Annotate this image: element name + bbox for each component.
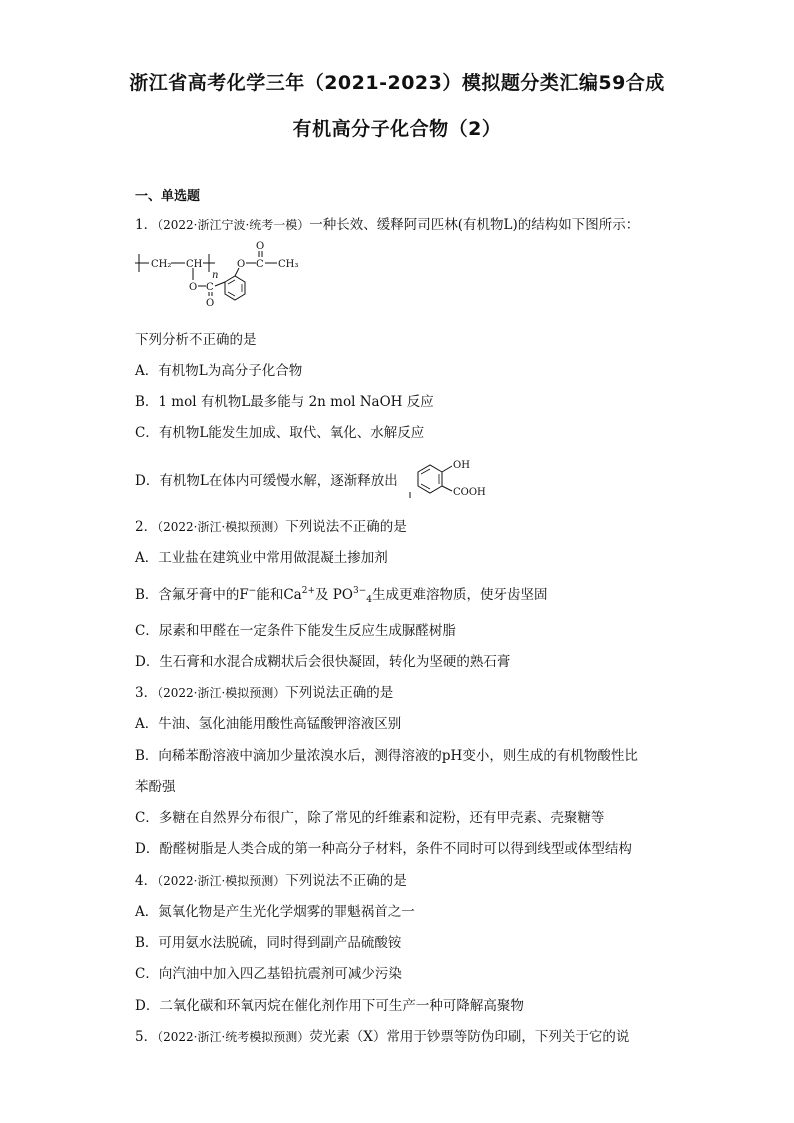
question-2-option-b: B．含氟牙膏中的F−能和$Ca^{2+}$及 $PO^{3-}_4$生成更难溶物质，使牙齿坚固 (135, 586, 548, 605)
question-2-option-c: C．尿素和甲醛在一定条件下能发生反应生成脲醛树脂 (135, 623, 456, 639)
question-3-option-a: A．牛油、氢化油能用酸性高锰酸钾溶液区别 (135, 716, 402, 732)
question-4-option-d: D．二氧化碳和环氧丙烷在催化剂作用下可生产一种可降解高聚物 (135, 998, 524, 1014)
bond-ring-cooh (442, 486, 452, 491)
ring-double-bond-3 (228, 292, 235, 296)
label-c-ester: C (206, 282, 214, 293)
question-2-option-d: D．生石膏和水混合成糊状后会很快凝固，转化为坚硬的熟石膏 (135, 654, 511, 670)
label-o-carbonyl: O (206, 298, 215, 308)
label-cooh: COOH (453, 487, 486, 498)
question-1-option-c: C．有机物L能发生加成、取代、氧化、水解反应 (135, 425, 425, 441)
question-3-option-d: D．酚醛树脂是人类合成的第一种高分子材料，条件不同时可以得到线型或体型结构 (135, 841, 632, 857)
bond-c-ring (215, 282, 225, 286)
label-oh: OH (453, 460, 470, 471)
ring-double-bond-1 (228, 280, 235, 284)
label-o-acetyl: O (237, 259, 246, 270)
question-5-stem: 5．（2022·浙江·统考模拟预测）荧光素（X）常用于钞票等防伪印刷，下列关于它的说 (135, 1029, 630, 1045)
question-2-stem: 2．（2022·浙江·模拟预测）下列说法不正确的是 (135, 519, 407, 535)
question-3-option-c: C．多糖在自然界分布很广，除了常见的纤维素和淀粉，还有甲壳素、壳聚糖等 (135, 810, 605, 826)
question-3-option-b-line2: 苯酚强 (135, 779, 176, 795)
question-4-stem: 4．（2022·浙江·模拟预测）下列说法不正确的是 (135, 873, 407, 889)
label-ch2: CH₂ (151, 259, 172, 270)
question-1-stem: 1．（2022·浙江宁波·统考一模）一种长效、缓释阿司匹林(有机物L)的结构如下图所示： (135, 217, 640, 233)
question-4-option-a: A．氮氧化物是产生光化学烟雾的罪魁祸首之一 (135, 904, 415, 920)
bond-ring-oh (442, 466, 452, 472)
question-3-option-b-line1: B．向稀苯酚溶液中滴加少量浓溴水后，测得溶液的pH变小，则生成的有机物酸性比 (135, 748, 638, 764)
label-ch3: CH₃ (278, 259, 299, 270)
page-title-line1: 浙江省高考化学三年（2021-2023）模拟题分类汇编59合成 (129, 72, 665, 94)
page-title-line2: 有机高分子化合物（2） (292, 118, 502, 140)
question-3-stem: 3．（2022·浙江·模拟预测）下列说法正确的是 (135, 685, 394, 701)
salicylic-acid-structure (408, 454, 498, 500)
question-1-option-a: A．有机物L为高分子化合物 (135, 363, 303, 379)
label-c-acetyl: C (256, 259, 264, 270)
section-heading: 一、单选题 (135, 189, 201, 204)
question-2-option-a: A．工业盐在建筑业中常用做混凝土掺加剂 (135, 550, 388, 566)
label-o-acetyl-carbonyl: O (256, 241, 265, 252)
label-n: n (212, 270, 219, 281)
polymer-l-structure (135, 238, 325, 308)
question-4-option-c: C．向汽油中加入四乙基铅抗震剂可减少污染 (135, 966, 402, 982)
question-1-option-b: B．1 mol 有机物L最多能与 2n mol NaOH 反应 (135, 394, 434, 410)
question-1-option-d: D．有机物L在体内可缓慢水解，逐渐释放出 (135, 473, 398, 489)
question-4-option-b: B．可用氨水法脱硫，同时得到副产品硫酸铵 (135, 935, 402, 951)
question-1-prompt: 下列分析不正确的是 (135, 332, 257, 348)
label-o-ester: O (189, 282, 198, 293)
label-ch: CH (186, 259, 203, 270)
